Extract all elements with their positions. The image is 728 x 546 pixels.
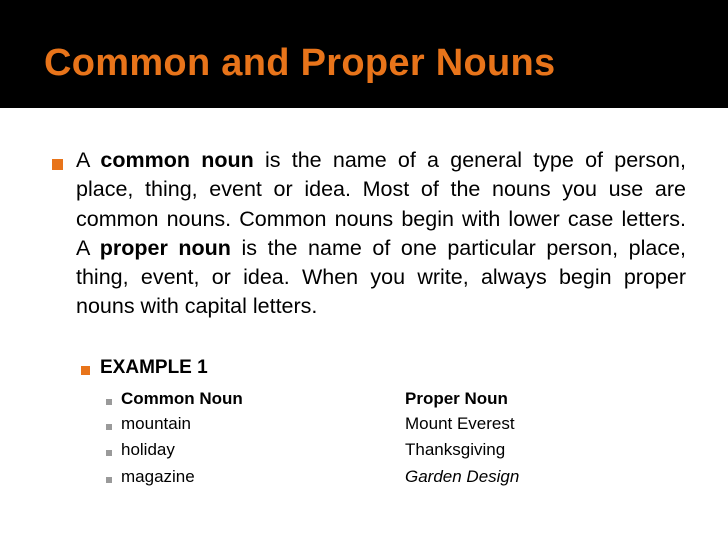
para-text-2: is the name of a general type of person, place, thing, event or idea. Most of the nouns you use are common nouns. Common nouns begin with lower case letters. A — [76, 148, 686, 260]
bullet-square-icon — [81, 366, 90, 375]
example-row — [0, 440, 728, 465]
para-text-3: is the name of one particular person, place, thing, event, or idea. When you write, always begin proper nouns with capital letters. — [76, 235, 686, 319]
bullet-square-icon — [106, 450, 112, 456]
proper-noun-cell: Garden Design — [405, 467, 520, 486]
proper-noun-cell: Thanksgiving — [405, 440, 506, 459]
example-header-row — [0, 389, 728, 414]
common-noun-cell: magazine — [121, 467, 195, 486]
example-row — [0, 414, 728, 439]
term-common-noun: common noun — [100, 148, 254, 172]
example-label: EXAMPLE 1 — [100, 357, 208, 378]
header-common-noun: Common Noun — [121, 389, 243, 408]
common-noun-cell: holiday — [121, 440, 175, 459]
para-text-1: A — [76, 148, 101, 172]
common-noun-cell: mountain — [121, 414, 191, 433]
bullet-square-icon — [106, 424, 112, 430]
header-proper-noun: Proper Noun — [405, 389, 508, 408]
slide-title: Common and Proper Nouns — [44, 42, 556, 84]
definition-paragraph — [76, 146, 686, 322]
bullet-square-icon — [52, 159, 63, 170]
title-bar — [0, 0, 728, 108]
bullet-square-icon — [106, 399, 112, 405]
proper-noun-cell: Mount Everest — [405, 414, 515, 433]
bullet-square-icon — [106, 477, 112, 483]
example-row — [0, 467, 728, 492]
term-proper-noun: proper noun — [99, 235, 231, 260]
